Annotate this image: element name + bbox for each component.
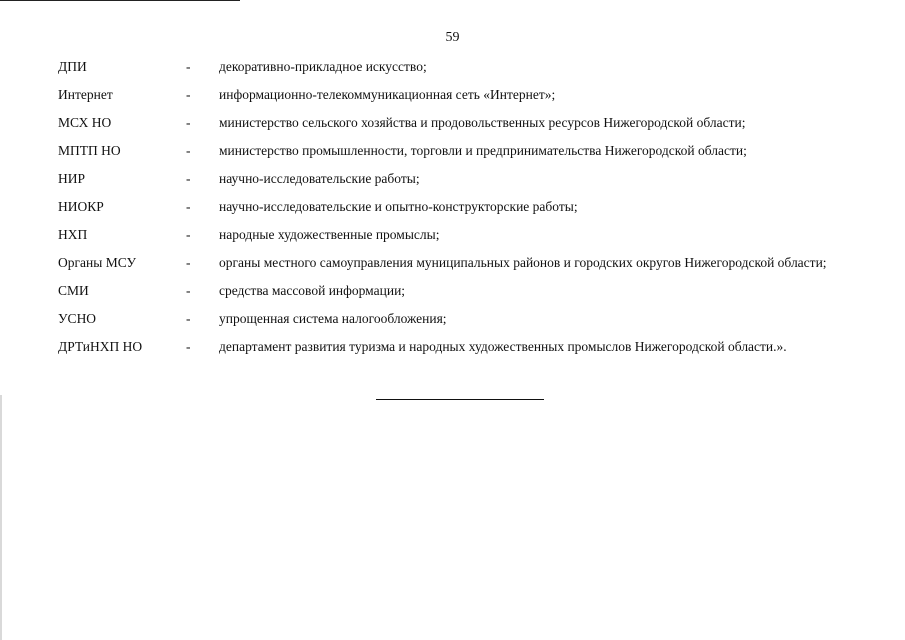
scan-edge-line (0, 0, 240, 1)
end-of-section-rule (376, 399, 544, 400)
abbreviation-definition: упрощенная система налогообложения; (219, 311, 447, 326)
abbreviation-row (58, 254, 863, 271)
abbreviation-term: ДРТиНХП НО (58, 339, 143, 354)
abbreviation-row (58, 142, 863, 159)
abbreviation-row (58, 114, 863, 131)
abbreviation-definition: средства массовой информации; (219, 283, 406, 298)
abbreviation-definition: департамент развития туризма и народных художественных промыслов Нижегородской области.». (219, 339, 787, 354)
abbreviation-term: НИОКР (58, 199, 104, 214)
abbreviation-row (58, 310, 863, 327)
abbreviation-definition: информационно-телекоммуникационная сеть «Интернет»; (219, 87, 556, 102)
abbreviation-definition: научно-исследовательские работы; (219, 171, 420, 186)
scan-margin-mark (0, 395, 2, 640)
abbreviation-dash: - (186, 59, 191, 74)
abbreviation-term: НХП (58, 227, 88, 242)
abbreviation-definition: министерство промышленности, торговли и предпринимательства Нижегородской области; (219, 143, 747, 158)
abbreviation-definition: министерство сельского хозяйства и продовольственных ресурсов Нижегородской области; (219, 115, 746, 130)
abbreviation-dash: - (186, 227, 191, 242)
abbreviation-definition: декоративно-прикладное искусство; (219, 59, 427, 74)
abbreviation-row (58, 282, 863, 299)
abbreviation-row (58, 58, 863, 75)
abbreviation-row (58, 198, 863, 215)
abbreviation-term: ДПИ (58, 59, 87, 74)
abbreviation-row (58, 170, 863, 187)
abbreviation-row (58, 226, 863, 243)
abbreviation-definition: научно-исследовательские и опытно-конструкторские работы; (219, 199, 578, 214)
abbreviation-term: НИР (58, 171, 86, 186)
abbreviation-term: Органы МСУ (58, 255, 137, 270)
abbreviation-dash: - (186, 339, 191, 354)
abbreviation-list (58, 58, 863, 366)
abbreviation-row (58, 86, 863, 103)
abbreviation-dash: - (186, 115, 191, 130)
abbreviation-dash: - (186, 143, 191, 158)
abbreviation-term: УСНО (58, 311, 97, 326)
abbreviation-dash: - (186, 255, 191, 270)
abbreviation-dash: - (186, 87, 191, 102)
page-number: 59 (445, 30, 460, 45)
abbreviation-dash: - (186, 199, 191, 214)
abbreviation-definition: народные художественные промыслы; (219, 227, 440, 242)
abbreviation-row (58, 338, 863, 355)
abbreviation-term: СМИ (58, 283, 89, 298)
abbreviation-term: Интернет (58, 87, 113, 102)
abbreviation-term: МПТП НО (58, 143, 121, 158)
abbreviation-term: МСХ НО (58, 115, 112, 130)
abbreviation-dash: - (186, 311, 191, 326)
abbreviation-dash: - (186, 171, 191, 186)
abbreviation-definition: органы местного самоуправления муниципальных районов и городских округов Нижегородской области; (219, 255, 827, 270)
abbreviation-dash: - (186, 283, 191, 298)
